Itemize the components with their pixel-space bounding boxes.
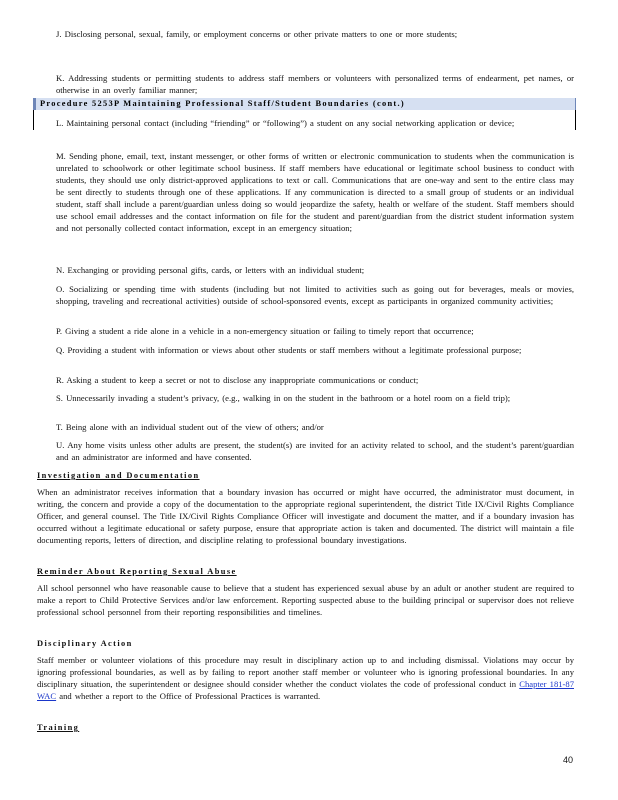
list-item-q: Q. Providing a student with information or views about other students or staff members without a legitimate professional purpose; <box>56 345 522 355</box>
list-item-j: J. Disclosing personal, sexual, family, or employment concerns or other private matters to one or more students; <box>56 29 458 39</box>
page-number: 40 <box>563 755 574 765</box>
list-item-t: T. Being alone with an individual student out of the view of others; and/or <box>56 422 324 432</box>
disciplinary-text-before: Staff member or volunteer violations of this procedure may result in disciplinary action up to and including dismissal. Violations may occur by ignoring professional boundaries, as well as by failing to report another staff member or volunteer who is ignoring professional boundaries. In any disciplinary situation, the superintendent or designee should consider whether the conduct violates the code of professional conduct in <box>37 655 574 689</box>
list-item-k: K. Addressing students or permitting students to address staff members or volunteers with personalized terms of endearment, pet names, or otherwise in an overly familiar manner; <box>56 73 574 95</box>
section-heading-investigation: Investigation and Documentation <box>37 471 200 480</box>
list-item-m: M. Sending phone, email, text, instant messenger, or other forms of written or electronic communication to students when the communication is unrelated to schoolwork or other legitimate school business. If staff members have educational or legitimate school business to conduct with students, they should use only district-approved applications to text or call. Communications that are one-way and sent to the entire class may be sent directly to students through one of these applications. If any communication is directed to a small group of students or an individual student, staff shall include a parent/guardian unless doing so would jeopardize the safety, health or welfare of the student. Staff members should use school email addresses and the contact information on file for the student and parent/guardian from the district student information system and not personally collected contact information, except in an emergency situation; <box>56 151 574 233</box>
list-item-n: N. Exchanging or providing personal gifts, cards, or letters with an individual student; <box>56 265 365 275</box>
list-item-o: O. Socializing or spending time with students (including but not limited to activities such as going out for beverages, meals or movies, shopping, traveling and recreational activities) outside of school-sponsored events, except as participants in organized community activities; <box>56 284 574 306</box>
investigation-paragraph: When an administrator receives information that a boundary invasion has occurred or might have occurred, the administrator must document, in writing, the concern and provide a copy of the documentation to the appropriate regional superintendent, the district Title IX/Civil Rights Compliance Officer, and general counsel. The Title IX/Civil Rights Compliance Officer will investigate and document the matter, and if a boundary invasion has occurred without a legitimate educational or safety purpose, ensure that appropriate action is taken and documented. The district will maintain a file documenting reports, letters of direction, and discipline relating to professional boundary investigations. <box>37 487 574 545</box>
section-heading-disciplinary: Disciplinary Action <box>37 639 133 648</box>
reminder-paragraph: All school personnel who have reasonable cause to believe that a student has experienced sexual abuse by an adult or another student are required to make a report to Child Protective Services and/or law enforcement. Reporting suspected abuse to the building principal or supervisor does not relieve professional school personnel from their reporting responsibilities and timelines. <box>37 583 574 617</box>
disciplinary-paragraph <box>37 654 574 702</box>
list-item-l: L. Maintaining personal contact (including “friending” or “following”) a student on any social networking application or device; <box>56 118 515 128</box>
section-heading-reminder: Reminder About Reporting Sexual Abuse <box>37 567 237 576</box>
list-item-s: S. Unnecessarily invading a student’s privacy, (e.g., walking in on the student in the bathroom or a hotel room on a field trip); <box>56 393 511 403</box>
disciplinary-text-after: and whether a report to the Office of Professional Practices is warranted. <box>56 691 321 701</box>
section-heading-training: Training <box>37 723 80 732</box>
list-item-p: P. Giving a student a ride alone in a vehicle in a non-emergency situation or failing to timely report that occurrence; <box>56 326 474 336</box>
section-header-bar <box>33 98 576 110</box>
wac-chapter-link[interactable]: Chapter 181-87 WAC <box>37 679 574 701</box>
list-item-r: R. Asking a student to keep a secret or not to disclose any inappropriate communications or conduct; <box>56 375 419 385</box>
list-item-u: U. Any home visits unless other adults are present, the student(s) are invited for an activity related to school, and the student’s parent/guardian and an administrator are informed and have consented. <box>56 440 574 462</box>
section-header-title: Procedure 5253P Maintaining Professional Staff/Student Boundaries (cont.) <box>40 99 405 108</box>
frame-line-left <box>33 110 34 130</box>
frame-line-right <box>575 110 576 130</box>
